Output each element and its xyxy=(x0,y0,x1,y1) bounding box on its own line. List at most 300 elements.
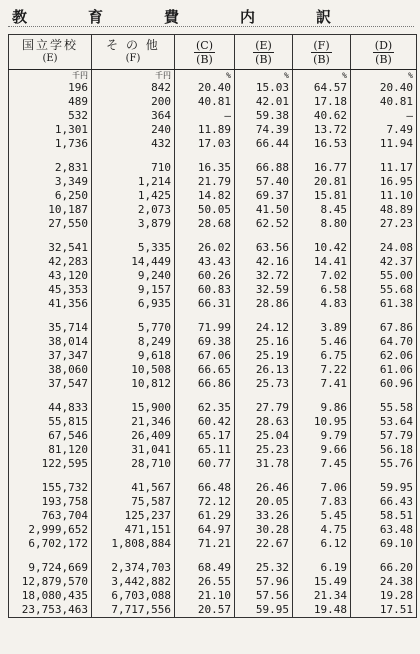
table-cell: 61.29 xyxy=(175,509,235,523)
spacer-cell xyxy=(293,551,351,561)
table-cell: 41,567 xyxy=(92,481,175,495)
spacer-cell xyxy=(9,151,92,161)
table-row xyxy=(9,241,417,255)
table-cell: 9,157 xyxy=(92,283,175,297)
table-cell: 62.06 xyxy=(351,349,417,363)
unit-cell: % xyxy=(293,70,351,82)
spacer-cell xyxy=(293,311,351,321)
header-ratio-e-b: $\frac{(E)}{(B)}$ xyxy=(235,35,293,70)
table-cell: 66.48 xyxy=(175,481,235,495)
table-cell: 66.86 xyxy=(175,377,235,391)
table-cell: 155,732 xyxy=(9,481,92,495)
table-row xyxy=(9,283,417,297)
spacer-cell xyxy=(293,151,351,161)
table-cell: 763,704 xyxy=(9,509,92,523)
table-cell: 5,335 xyxy=(92,241,175,255)
table-cell: 69.10 xyxy=(351,537,417,551)
table-cell: 196 xyxy=(9,81,92,95)
table-cell: 30.28 xyxy=(235,523,293,537)
table-cell: 65.11 xyxy=(175,443,235,457)
spacer-cell xyxy=(235,311,293,321)
table-cell: 6,703,088 xyxy=(92,589,175,603)
table-row xyxy=(9,123,417,137)
table-cell: 68.49 xyxy=(175,561,235,575)
table-cell: 71.99 xyxy=(175,321,235,335)
group-spacer xyxy=(9,391,417,401)
table-cell: 489 xyxy=(9,95,92,109)
spacer-cell xyxy=(235,471,293,481)
table-row xyxy=(9,335,417,349)
spacer-cell xyxy=(293,471,351,481)
table-cell: 6,702,172 xyxy=(9,537,92,551)
table-cell: 7.41 xyxy=(293,377,351,391)
table-cell: 31,041 xyxy=(92,443,175,457)
table-cell: 6,250 xyxy=(9,189,92,203)
table-cell: 60.77 xyxy=(175,457,235,471)
table-cell: 43.43 xyxy=(175,255,235,269)
group-spacer xyxy=(9,231,417,241)
table-cell: 59.95 xyxy=(235,603,293,618)
table-cell: 122,595 xyxy=(9,457,92,471)
table-cell: 41.50 xyxy=(235,203,293,217)
table-cell: 10,508 xyxy=(92,363,175,377)
table-cell: 67.06 xyxy=(175,349,235,363)
table-cell: 37,347 xyxy=(9,349,92,363)
table-cell: 57.79 xyxy=(351,429,417,443)
table-cell: 8.80 xyxy=(293,217,351,231)
table-cell: 7,717,556 xyxy=(92,603,175,618)
table-cell: 25.19 xyxy=(235,349,293,363)
table-row xyxy=(9,495,417,509)
table-cell: 31.78 xyxy=(235,457,293,471)
table-cell: 842 xyxy=(92,81,175,95)
table-cell: 50.05 xyxy=(175,203,235,217)
table-cell: 62.52 xyxy=(235,217,293,231)
table-cell: 1,301 xyxy=(9,123,92,137)
table-cell: 66.65 xyxy=(175,363,235,377)
table-cell: 11.89 xyxy=(175,123,235,137)
title-char: 内 xyxy=(240,8,257,26)
table-row xyxy=(9,401,417,415)
spacer-cell xyxy=(175,311,235,321)
table-cell: 28.68 xyxy=(175,217,235,231)
table-row xyxy=(9,457,417,471)
spacer-cell xyxy=(351,391,417,401)
table-cell: 2,999,652 xyxy=(9,523,92,537)
unit-cell: % xyxy=(235,70,293,82)
table-cell: 25.04 xyxy=(235,429,293,443)
table-cell: 59.95 xyxy=(351,481,417,495)
table-cell: 23,753,463 xyxy=(9,603,92,618)
group-spacer xyxy=(9,471,417,481)
table-cell: 41,356 xyxy=(9,297,92,311)
table-cell: 10.42 xyxy=(293,241,351,255)
table-cell: 7.02 xyxy=(293,269,351,283)
table-cell: 57.56 xyxy=(235,589,293,603)
spacer-cell xyxy=(175,471,235,481)
table-cell: 125,237 xyxy=(92,509,175,523)
table-row xyxy=(9,203,417,217)
spacer-cell xyxy=(92,391,175,401)
title-char: 育 xyxy=(88,8,105,26)
table-cell: 2,374,703 xyxy=(92,561,175,575)
table-cell: 16.77 xyxy=(293,161,351,175)
header-national-schools: 国立学校 (E) xyxy=(9,35,92,70)
table-cell: 65.17 xyxy=(175,429,235,443)
spacer-cell xyxy=(175,151,235,161)
table-cell: 532 xyxy=(9,109,92,123)
table-row xyxy=(9,603,417,618)
table-cell: 7.06 xyxy=(293,481,351,495)
table-cell: 7.22 xyxy=(293,363,351,377)
table-cell: 21.34 xyxy=(293,589,351,603)
table-cell: 26.46 xyxy=(235,481,293,495)
spacer-cell xyxy=(351,231,417,241)
table-cell: 11.17 xyxy=(351,161,417,175)
title-rule xyxy=(8,26,414,27)
group-spacer xyxy=(9,311,417,321)
group-spacer xyxy=(9,551,417,561)
table-cell: 12,879,570 xyxy=(9,575,92,589)
unit-row xyxy=(9,70,417,82)
table-cell: 25.23 xyxy=(235,443,293,457)
table-cell: 24.38 xyxy=(351,575,417,589)
table-cell: 42.37 xyxy=(351,255,417,269)
table-body xyxy=(9,70,417,618)
table-cell: 432 xyxy=(92,137,175,151)
table-row xyxy=(9,561,417,575)
table-cell: 2,073 xyxy=(92,203,175,217)
table-cell: 8,249 xyxy=(92,335,175,349)
spacer-cell xyxy=(351,151,417,161)
table-cell: 26.55 xyxy=(175,575,235,589)
header-other: そ の 他 (F) xyxy=(92,35,175,70)
table-cell: 63.48 xyxy=(351,523,417,537)
table-cell: 48.89 xyxy=(351,203,417,217)
table-cell: 25.16 xyxy=(235,335,293,349)
table-cell: 5.45 xyxy=(293,509,351,523)
table-cell: 20.57 xyxy=(175,603,235,618)
table-cell: 5.46 xyxy=(293,335,351,349)
table-cell: 9.66 xyxy=(293,443,351,457)
table-cell: 13.72 xyxy=(293,123,351,137)
spacer-cell xyxy=(9,391,92,401)
unit-cell: % xyxy=(175,70,235,82)
table-cell: 32.59 xyxy=(235,283,293,297)
document-title xyxy=(0,4,420,34)
table-cell: 59.38 xyxy=(235,109,293,123)
table-cell: 66.88 xyxy=(235,161,293,175)
table-cell: 21.10 xyxy=(175,589,235,603)
table-cell: 60.96 xyxy=(351,377,417,391)
table-row xyxy=(9,255,417,269)
table-cell: 58.51 xyxy=(351,509,417,523)
table-row xyxy=(9,137,417,151)
table-cell: 60.26 xyxy=(175,269,235,283)
table-cell: 53.64 xyxy=(351,415,417,429)
table-cell: 64.70 xyxy=(351,335,417,349)
table-cell: 18,080,435 xyxy=(9,589,92,603)
table-row xyxy=(9,537,417,551)
table-cell: 66.43 xyxy=(351,495,417,509)
table-cell: 17.51 xyxy=(351,603,417,618)
table-cell: 200 xyxy=(92,95,175,109)
table-cell: 9.79 xyxy=(293,429,351,443)
table-cell: 55.68 xyxy=(351,283,417,297)
table-cell: 19.28 xyxy=(351,589,417,603)
spacer-cell xyxy=(351,551,417,561)
unit-cell: 千円 xyxy=(92,70,175,82)
table-cell: 75,587 xyxy=(92,495,175,509)
spacer-cell xyxy=(9,231,92,241)
table-row xyxy=(9,161,417,175)
table-cell: 2,831 xyxy=(9,161,92,175)
table-cell: 61.06 xyxy=(351,363,417,377)
table-cell: 7.45 xyxy=(293,457,351,471)
table-row xyxy=(9,349,417,363)
table-cell: 11.10 xyxy=(351,189,417,203)
table-row xyxy=(9,95,417,109)
table-cell: 67.86 xyxy=(351,321,417,335)
table-cell: 40.62 xyxy=(293,109,351,123)
spacer-cell xyxy=(235,391,293,401)
table-cell: 8.45 xyxy=(293,203,351,217)
spacer-cell xyxy=(175,231,235,241)
table-cell: 42.01 xyxy=(235,95,293,109)
table-cell: 55.58 xyxy=(351,401,417,415)
table-cell: 19.48 xyxy=(293,603,351,618)
table-cell: 55.76 xyxy=(351,457,417,471)
unit-cell: 千円 xyxy=(9,70,92,82)
table-row xyxy=(9,321,417,335)
table-cell: 3,349 xyxy=(9,175,92,189)
table-cell: 3,442,882 xyxy=(92,575,175,589)
table-cell: 9,240 xyxy=(92,269,175,283)
table-cell: 72.12 xyxy=(175,495,235,509)
table-cell: 21,346 xyxy=(92,415,175,429)
table-cell: 81,120 xyxy=(9,443,92,457)
table-cell: 1,425 xyxy=(92,189,175,203)
spacer-cell xyxy=(235,551,293,561)
table-row xyxy=(9,109,417,123)
table-cell: 60.42 xyxy=(175,415,235,429)
table-row xyxy=(9,429,417,443)
unit-cell: % xyxy=(351,70,417,82)
table-cell: 6.12 xyxy=(293,537,351,551)
table-cell: 40.81 xyxy=(351,95,417,109)
table-cell: 71.21 xyxy=(175,537,235,551)
table-cell: 38,060 xyxy=(9,363,92,377)
table-cell: 32,541 xyxy=(9,241,92,255)
table-cell: 17.18 xyxy=(293,95,351,109)
table-cell: 14,449 xyxy=(92,255,175,269)
table-cell: 9,618 xyxy=(92,349,175,363)
table-row xyxy=(9,269,417,283)
spacer-cell xyxy=(9,471,92,481)
spacer-cell xyxy=(235,231,293,241)
table-cell: 14.82 xyxy=(175,189,235,203)
table-cell: 28,710 xyxy=(92,457,175,471)
table-cell: 16.95 xyxy=(351,175,417,189)
table-cell: 10,812 xyxy=(92,377,175,391)
table-cell: 28.63 xyxy=(235,415,293,429)
table-cell: 15.49 xyxy=(293,575,351,589)
group-spacer xyxy=(9,151,417,161)
expense-table xyxy=(8,34,417,618)
table-row xyxy=(9,523,417,537)
spacer-cell xyxy=(92,471,175,481)
table-cell: 14.41 xyxy=(293,255,351,269)
table-row xyxy=(9,363,417,377)
table-cell: — xyxy=(175,109,235,123)
table-cell: 64.97 xyxy=(175,523,235,537)
table-cell: 69.38 xyxy=(175,335,235,349)
table-cell: 40.81 xyxy=(175,95,235,109)
table-cell: 42,283 xyxy=(9,255,92,269)
table-cell: 55.00 xyxy=(351,269,417,283)
table-cell: 240 xyxy=(92,123,175,137)
table-cell: 32.72 xyxy=(235,269,293,283)
table-cell: 10.95 xyxy=(293,415,351,429)
spacer-cell xyxy=(9,311,92,321)
table-cell: 25.73 xyxy=(235,377,293,391)
table-cell: 45,353 xyxy=(9,283,92,297)
table-cell: 710 xyxy=(92,161,175,175)
table-cell: 15,900 xyxy=(92,401,175,415)
spacer-cell xyxy=(92,311,175,321)
table-cell: 44,833 xyxy=(9,401,92,415)
table-cell: 57.96 xyxy=(235,575,293,589)
table-cell: 27,550 xyxy=(9,217,92,231)
table-cell: 5,770 xyxy=(92,321,175,335)
table-row xyxy=(9,443,417,457)
table-cell: 63.56 xyxy=(235,241,293,255)
table-cell: 471,151 xyxy=(92,523,175,537)
table-cell: 3.89 xyxy=(293,321,351,335)
table-cell: 26,409 xyxy=(92,429,175,443)
table-cell: 9.86 xyxy=(293,401,351,415)
table-cell: 4.75 xyxy=(293,523,351,537)
table-cell: 6,935 xyxy=(92,297,175,311)
table-cell: 7.49 xyxy=(351,123,417,137)
table-cell: 64.57 xyxy=(293,81,351,95)
table-row xyxy=(9,297,417,311)
table-cell: 364 xyxy=(92,109,175,123)
table-cell: 4.83 xyxy=(293,297,351,311)
table-cell: 60.83 xyxy=(175,283,235,297)
table-cell: 21.79 xyxy=(175,175,235,189)
table-cell: 20.40 xyxy=(175,81,235,95)
table-row xyxy=(9,589,417,603)
table-row xyxy=(9,377,417,391)
table-cell: 66.20 xyxy=(351,561,417,575)
table-row xyxy=(9,189,417,203)
spacer-cell xyxy=(92,151,175,161)
table-cell: 22.67 xyxy=(235,537,293,551)
spacer-cell xyxy=(9,551,92,561)
table-cell: 24.12 xyxy=(235,321,293,335)
spacer-cell xyxy=(351,471,417,481)
table-cell: 193,758 xyxy=(9,495,92,509)
table-cell: 56.18 xyxy=(351,443,417,457)
table-row xyxy=(9,509,417,523)
title-char: 訳 xyxy=(316,8,333,26)
table-cell: 24.08 xyxy=(351,241,417,255)
table-row xyxy=(9,81,417,95)
table-cell: 26.13 xyxy=(235,363,293,377)
table-cell: 20.05 xyxy=(235,495,293,509)
spacer-cell xyxy=(235,151,293,161)
table-cell: 55,815 xyxy=(9,415,92,429)
header-ratio-d-b: $\frac{(D)}{(B)}$ xyxy=(351,35,417,70)
table-cell: 62.35 xyxy=(175,401,235,415)
table-cell: 20.81 xyxy=(293,175,351,189)
table-cell: 67,546 xyxy=(9,429,92,443)
table-cell: 20.40 xyxy=(351,81,417,95)
table-cell: 28.86 xyxy=(235,297,293,311)
table-cell: 15.03 xyxy=(235,81,293,95)
table-cell: 42.16 xyxy=(235,255,293,269)
table-row xyxy=(9,575,417,589)
spacer-cell xyxy=(351,311,417,321)
table-cell: 1,808,884 xyxy=(92,537,175,551)
table-cell: 10,187 xyxy=(9,203,92,217)
header-ratio-f-b: $\frac{(F)}{(B)}$ xyxy=(293,35,351,70)
table-cell: 11.94 xyxy=(351,137,417,151)
table-cell: 6.19 xyxy=(293,561,351,575)
table-cell: 33.26 xyxy=(235,509,293,523)
table-cell: 27.79 xyxy=(235,401,293,415)
title-char: 費 xyxy=(164,8,181,26)
table-cell: 9,724,669 xyxy=(9,561,92,575)
table-row xyxy=(9,175,417,189)
table-cell: 66.31 xyxy=(175,297,235,311)
table-row xyxy=(9,217,417,231)
table-cell: 1,214 xyxy=(92,175,175,189)
table-cell: 26.02 xyxy=(175,241,235,255)
spacer-cell xyxy=(175,391,235,401)
table-cell: 61.38 xyxy=(351,297,417,311)
table-cell: 6.58 xyxy=(293,283,351,297)
table-cell: 37,547 xyxy=(9,377,92,391)
table-cell: 25.32 xyxy=(235,561,293,575)
table-cell: 7.83 xyxy=(293,495,351,509)
table-cell: 27.23 xyxy=(351,217,417,231)
title-char: 教 xyxy=(12,8,29,26)
table-cell: 17.03 xyxy=(175,137,235,151)
table-cell: 16.53 xyxy=(293,137,351,151)
spacer-cell xyxy=(293,231,351,241)
table-row xyxy=(9,415,417,429)
spacer-cell xyxy=(92,551,175,561)
spacer-cell xyxy=(175,551,235,561)
table-cell: 1,736 xyxy=(9,137,92,151)
table-cell: 38,014 xyxy=(9,335,92,349)
table-cell: 57.40 xyxy=(235,175,293,189)
table-row xyxy=(9,481,417,495)
table-cell: 15.81 xyxy=(293,189,351,203)
header-ratio-c-b: $\frac{(C)}{(B)}$ xyxy=(175,35,235,70)
table-cell: 3,879 xyxy=(92,217,175,231)
table-cell: 43,120 xyxy=(9,269,92,283)
table-cell: 69.37 xyxy=(235,189,293,203)
spacer-cell xyxy=(92,231,175,241)
table-cell: 74.39 xyxy=(235,123,293,137)
header-row xyxy=(9,35,417,70)
table-cell: 66.44 xyxy=(235,137,293,151)
table-cell: — xyxy=(351,109,417,123)
table-cell: 6.75 xyxy=(293,349,351,363)
